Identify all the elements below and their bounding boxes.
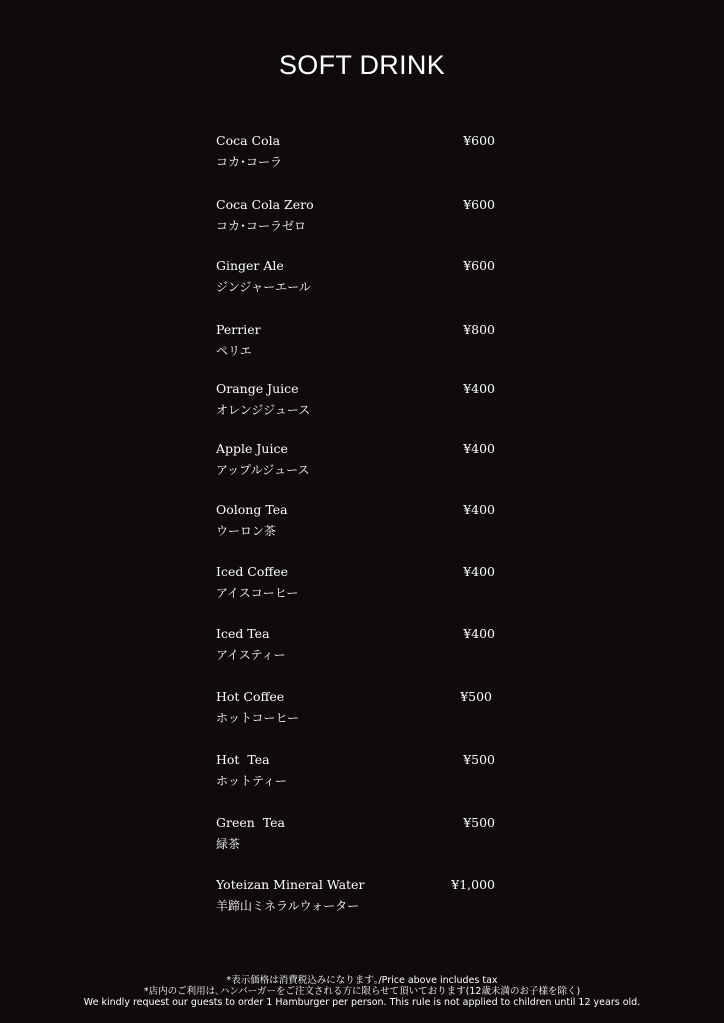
menu-item-hot-tea [216, 752, 496, 796]
item-name-en: Oolong Tea [216, 502, 288, 517]
item-name-en: Perrier [216, 322, 261, 337]
menu-item-coca-cola [216, 133, 496, 177]
menu-item-ginger-ale [216, 258, 496, 302]
footer-notes [0, 975, 724, 1008]
item-price: ¥500 [463, 815, 495, 830]
menu-item-mineral-water [216, 877, 496, 921]
item-name-jp: ホットティー [216, 774, 288, 788]
item-price: ¥400 [463, 626, 495, 641]
item-name-en: Green Tea [216, 815, 285, 830]
item-name-en: Iced Tea [216, 626, 270, 641]
item-name-jp: アップルジュース [216, 463, 310, 477]
item-name-en: Hot Coffee [216, 689, 285, 704]
item-name-jp: アイスティー [216, 648, 286, 662]
item-name-jp: 羊蹄山ミネラルウォーター [216, 899, 360, 913]
item-name-jp: ウーロン茶 [216, 524, 277, 538]
item-name-en: Yoteizan Mineral Water [216, 877, 365, 892]
item-price: ¥600 [463, 258, 495, 273]
page-title: SOFT DRINK [278, 50, 445, 80]
item-name-en: Coca Cola [216, 133, 281, 148]
item-name-jp: オレンジジュース [216, 403, 311, 417]
item-name-en: Orange Juice [216, 381, 299, 396]
item-name-en: Iced Coffee [216, 564, 289, 579]
menu-item-iced-tea [216, 626, 496, 670]
item-price: ¥400 [463, 502, 495, 517]
item-price: ¥600 [463, 197, 495, 212]
item-price: ¥600 [463, 133, 495, 148]
item-price: ¥800 [463, 322, 495, 337]
menu-item-iced-coffee [216, 564, 496, 608]
item-name-en: Hot Tea [216, 752, 270, 767]
item-name-jp: ペリエ [216, 344, 252, 358]
menu-item-apple-juice [216, 441, 496, 485]
order-rule-note-en: We kindly request our guests to order 1 Hamburger per person. This rule is not applied to children until 12 years old. [83, 997, 641, 1008]
item-name-en: Coca Cola Zero [216, 197, 314, 212]
item-name-jp: ジンジャーエール [216, 280, 311, 294]
item-name-jp: アイスコーヒー [216, 586, 299, 600]
item-name-en: Apple Juice [216, 441, 288, 456]
item-price: ¥1,000 [451, 877, 495, 892]
item-price: ¥400 [463, 381, 495, 396]
menu-item-coca-cola-zero [216, 197, 496, 241]
item-name-jp: ホットコーヒー [216, 711, 300, 725]
item-name-en: Ginger Ale [216, 258, 284, 273]
tax-note: *表示価格は消費税込みになります｡/Price above includes tax [226, 975, 498, 986]
menu-item-hot-coffee [216, 689, 496, 733]
item-name-jp: コカ･コーラゼロ [216, 219, 307, 233]
order-rule-note-jp: *店内のご利用は､ハンバーガーをご注文される方に限らせて頂いております(12歳未満のお子様を除く) [143, 986, 581, 997]
item-name-jp: コカ･コーラ [216, 155, 283, 169]
item-price: ¥500 [460, 689, 492, 704]
item-name-jp: 緑茶 [216, 837, 241, 851]
menu-item-green-tea [216, 815, 496, 859]
menu-item-perrier [216, 322, 496, 366]
item-price: ¥400 [463, 441, 495, 456]
menu-item-oolong-tea [216, 502, 496, 546]
item-price: ¥400 [463, 564, 495, 579]
item-price: ¥500 [463, 752, 495, 767]
menu-item-orange-juice [216, 381, 496, 425]
